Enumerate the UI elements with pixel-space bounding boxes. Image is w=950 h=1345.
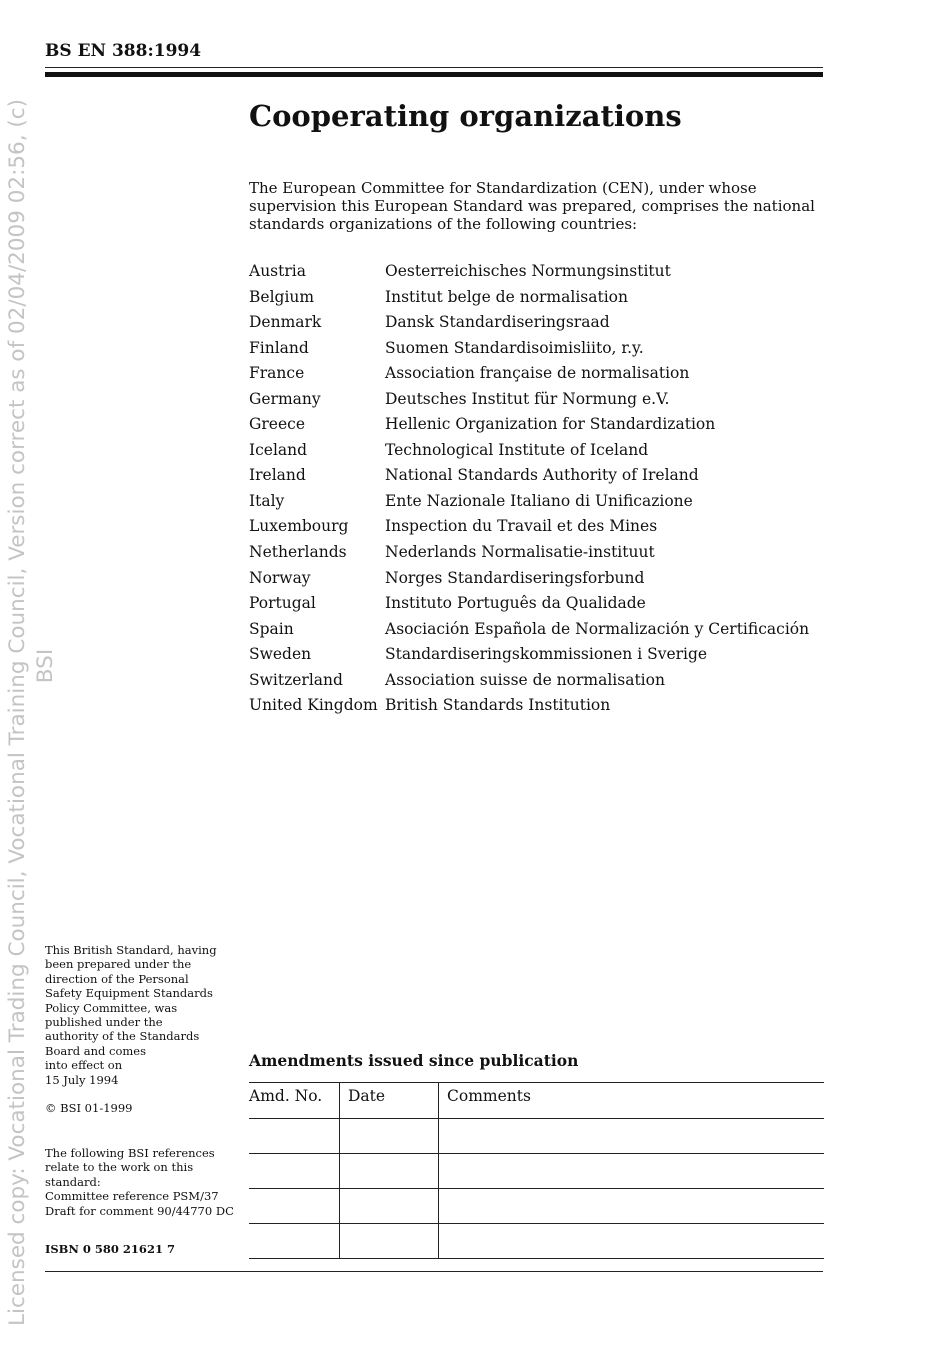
publication-note-line: Safety Equipment Standards [45,986,213,1001]
column-header-amd-no: Amd. No. [249,1083,340,1119]
column-header-date: Date [340,1083,439,1119]
organization-list [249,259,809,719]
country-name: Austria [249,262,306,280]
table-cell [439,1224,825,1259]
amendments-title: Amendments issued since publication [249,1051,579,1070]
table-row [249,1119,824,1154]
publication-note-line: direction of the Personal [45,971,189,986]
intro-paragraph: The European Committee for Standardization (CEN), under whose supervision this European Standard was prepared, comprises the national standards organizations of the following countries: [249,179,815,233]
organization-name: Inspection du Travail et des Mines [385,517,658,536]
organization-name: Asociación Española de Normalización y Certificación [385,619,810,638]
bsi-references [45,1146,245,1218]
table-row [249,1189,824,1224]
organization-name: National Standards Authority of Ireland [385,466,699,485]
list-item [249,540,809,566]
organization-name: Technological Institute of Iceland [385,440,649,459]
publication-note-line: 15 July 1994 [45,1072,119,1087]
isbn: ISBN 0 580 21621 7 [45,1242,175,1256]
country-name: Spain [249,619,294,638]
list-item [249,285,809,311]
reference-line: Draft for comment 90/44770 DC [45,1203,234,1218]
organization-name: Instituto Português da Qualidade [385,594,646,613]
publication-note-line: This British Standard, having [45,943,217,957]
reference-line: standard: [45,1174,101,1189]
list-item [249,489,809,515]
country-name: Switzerland [249,670,343,689]
publication-note-line: into effect on [45,1058,123,1073]
list-item [249,259,809,285]
publication-note-line: authority of the Standards [45,1029,200,1044]
country-name: Denmark [249,313,322,332]
table-row [249,1224,824,1259]
organization-name: Dansk Standardiseringsraad [385,313,610,332]
table-row [249,1154,824,1189]
header-rule-thick [45,72,823,77]
copyright-notice: © BSI 01-1999 [45,1101,133,1115]
organization-name: Standardiseringskommissionen i Sverige [385,645,708,664]
table-cell [439,1119,825,1154]
table-cell [249,1189,340,1224]
list-item [249,642,809,668]
publication-note-line: been prepared under the [45,957,192,972]
country-name: Iceland [249,440,308,459]
table-cell [340,1154,439,1189]
country-name: Greece [249,415,305,434]
country-name: Germany [249,389,321,408]
organization-name: Norges Standardiseringsforbund [385,568,645,587]
list-item [249,310,809,336]
list-item [249,693,809,719]
table-cell [340,1224,439,1259]
footer-rule [45,1271,823,1272]
country-name: France [249,364,305,383]
organization-name: Ente Nazionale Italiano di Unificazione [385,491,693,510]
amendments-table [249,1082,824,1259]
table-cell [340,1119,439,1154]
reference-line: relate to the work on this [45,1160,194,1175]
table-cell [340,1189,439,1224]
publication-note-line: Policy Committee, was [45,1000,178,1015]
list-item [249,591,809,617]
table-cell [249,1224,340,1259]
reference-line: Committee reference PSM/37 [45,1189,219,1204]
list-item [249,617,809,643]
publication-note-line: published under the [45,1015,163,1030]
country-name: Italy [249,491,285,510]
license-watermark [4,6,60,1326]
table-cell [439,1154,825,1189]
list-item [249,336,809,362]
organization-name: Association suisse de normalisation [385,670,665,689]
organization-name: British Standards Institution [385,696,611,715]
table-cell [249,1154,340,1189]
column-header-comments: Comments [447,1087,531,1105]
organization-name: Association française de normalisation [385,364,690,383]
list-item [249,412,809,438]
country-name: Finland [249,338,309,357]
list-item [249,463,809,489]
publication-note-line: Board and comes [45,1043,147,1058]
reference-line: The following BSI references [45,1146,215,1160]
table-cell [439,1189,825,1224]
country-name: United Kingdom [249,696,378,715]
country-name: Portugal [249,594,316,613]
organization-name: Suomen Standardisoimisliito, r.y. [385,338,644,357]
organization-name: Deutsches Institut für Normung e.V. [385,389,670,408]
country-name: Ireland [249,466,306,485]
country-name: Norway [249,568,311,587]
document-reference: BS EN 388:1994 [45,41,202,61]
list-item [249,514,809,540]
publication-note [45,943,245,1087]
table-header-row [249,1083,824,1119]
country-name: Sweden [249,645,312,664]
list-item [249,668,809,694]
country-name: Luxembourg [249,517,349,536]
list-item [249,438,809,464]
country-name: Belgium [249,287,315,306]
organization-name: Hellenic Organization for Standardization [385,415,716,434]
table-cell [249,1119,340,1154]
organization-name: Nederlands Normalisatie-instituut [385,543,655,562]
list-item [249,566,809,592]
organization-name: Oesterreichisches Normungsinstitut [385,262,671,280]
watermark-line-1: Licensed copy: Vocational Trading Council, Vocational Training Council, Version correct as of 02/04/2009 02:56, (c) [5,99,30,1326]
page-title: Cooperating organizations [249,99,682,133]
country-name: Netherlands [249,543,347,562]
list-item [249,387,809,413]
header-rule-thin [45,67,823,68]
watermark-line-2: BSI [33,648,58,684]
list-item [249,361,809,387]
organization-name: Institut belge de normalisation [385,287,628,306]
